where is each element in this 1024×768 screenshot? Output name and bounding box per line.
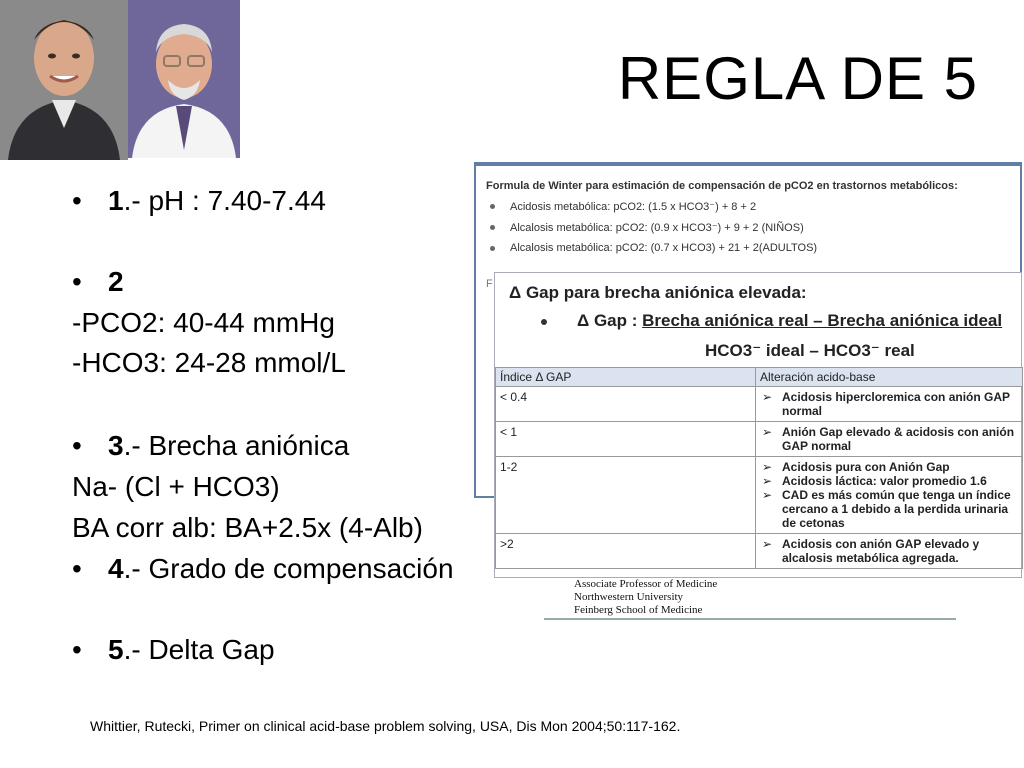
bullet-4: •	[72, 553, 82, 584]
person-portrait-icon	[128, 0, 240, 158]
credit-line-2: Northwestern University	[574, 591, 684, 603]
delta-gap-title: Δ Gap para brecha aniónica elevada:	[509, 283, 807, 302]
author-credit	[544, 578, 956, 620]
arrow-right-icon: ➢	[762, 474, 773, 488]
gap-alteration	[756, 534, 1023, 569]
alteration-text: Acidosis pura con Anión Gap	[782, 460, 950, 474]
delta-gap-table	[495, 367, 1023, 569]
reference-citation: Whittier, Rutecki, Primer on clinical acid-base problem solving, USA, Dis Mon 2004;50:117-162.	[90, 718, 681, 734]
bullet-dot-icon	[490, 225, 495, 230]
author-photo-1	[0, 0, 128, 160]
bullet-dot-icon	[541, 319, 547, 325]
gap-alteration	[756, 422, 1023, 457]
item-3-text	[108, 430, 349, 462]
table-row	[496, 457, 1023, 534]
formula-denominator: HCO3⁻ ideal – HCO3⁻ real	[705, 341, 915, 360]
column-header: Alteración acido-base	[756, 368, 1023, 387]
gap-alteration	[756, 457, 1023, 534]
alteration-text: Anión Gap elevado & acidosis con anión GAP normal	[782, 425, 1015, 453]
bullet-dot-icon	[490, 204, 495, 209]
gap-index: 1-2	[496, 457, 756, 534]
bullet-2: •	[72, 266, 82, 297]
item-1-number: 1	[108, 185, 124, 216]
arrow-right-icon: ➢	[762, 390, 773, 404]
arrow-right-icon: ➢	[762, 460, 773, 474]
person-portrait-icon	[0, 0, 128, 160]
item-3-rest: .- Brecha aniónica	[123, 430, 350, 461]
item-5-number: 5	[108, 634, 124, 665]
gap-index: < 1	[496, 422, 756, 457]
author-photo-2	[128, 0, 240, 158]
credit-line-1: Associate Professor of Medicine	[574, 578, 718, 590]
arrow-right-icon: ➢	[762, 537, 773, 551]
item-5-rest: .- Delta Gap	[123, 634, 275, 665]
alteration-text: Acidosis hipercloremica con anión GAP normal	[782, 390, 1010, 418]
gap-alteration	[756, 387, 1023, 422]
formula-numerator: Brecha aniónica real – Brecha aniónica ideal	[642, 311, 1003, 330]
item-2-number: 2	[108, 266, 124, 297]
arrow-right-icon: ➢	[762, 425, 773, 439]
credit-line-3: Feinberg School of Medicine	[574, 604, 703, 616]
winter-item-text: Alcalosis metabólica: pCO2: (0.7 x HCO3) + 21 + 2(ADULTOS)	[510, 242, 818, 254]
winter-item	[510, 221, 804, 234]
table-row	[496, 422, 1023, 457]
item-3-line-2: BA corr alb: BA+2.5x (4-Alb)	[72, 512, 423, 543]
item-2-line-1: -PCO2: 40-44 mmHg	[72, 307, 335, 338]
alteration-text: Acidosis con anión GAP elevado y alcalosis metabólica agregada.	[782, 537, 980, 565]
item-3-number: 3	[108, 430, 124, 461]
table-row	[496, 534, 1023, 569]
item-5-text	[108, 634, 275, 666]
winter-fragment: F	[486, 278, 493, 290]
alteration-text: CAD es más común que tenga un índice cercano a 1 debido a la perdida urinaria de cetonas	[782, 488, 1011, 530]
item-2-line-2: -HCO3: 24-28 mmol/L	[72, 347, 346, 378]
gap-index: < 0.4	[496, 387, 756, 422]
delta-gap-box	[494, 272, 1022, 578]
winter-item-text: Alcalosis metabólica: pCO2: (0.9 x HCO3⁻) + 9 + 2 (NIÑOS)	[510, 222, 804, 234]
arrow-right-icon: ➢	[762, 488, 773, 502]
slide-title: REGLA DE 5	[617, 45, 978, 112]
winter-title: Formula de Winter para estimación de compensación de pCO2 en trastornos metabólicos:	[486, 180, 958, 192]
winter-item	[510, 242, 817, 254]
gap-index: >2	[496, 534, 756, 569]
bullet-5: •	[72, 634, 82, 665]
item-1-text	[108, 185, 326, 217]
table-header-row	[496, 368, 1023, 387]
item-4-text	[108, 553, 454, 585]
item-4-rest: .- Grado de compensación	[123, 553, 454, 584]
bullet-1: •	[72, 185, 82, 216]
column-header: Índice Δ GAP	[496, 368, 756, 387]
item-1-rest: .- pH : 7.40-7.44	[123, 185, 326, 216]
winter-item	[510, 200, 756, 213]
delta-gap-formula	[577, 311, 1002, 331]
bullet-dot-icon	[490, 246, 495, 251]
bullet-3: •	[72, 430, 82, 461]
item-3-line-1: Na- (Cl + HCO3)	[72, 471, 280, 502]
winter-item-text: Acidosis metabólica: pCO2: (1.5 x HCO3⁻) + 8 + 2	[510, 201, 757, 213]
alteration-text: Acidosis láctica: valor promedio 1.6	[782, 474, 987, 488]
item-4-number: 4	[108, 553, 124, 584]
formula-prefix: Δ Gap :	[577, 311, 643, 330]
table-row	[496, 387, 1023, 422]
